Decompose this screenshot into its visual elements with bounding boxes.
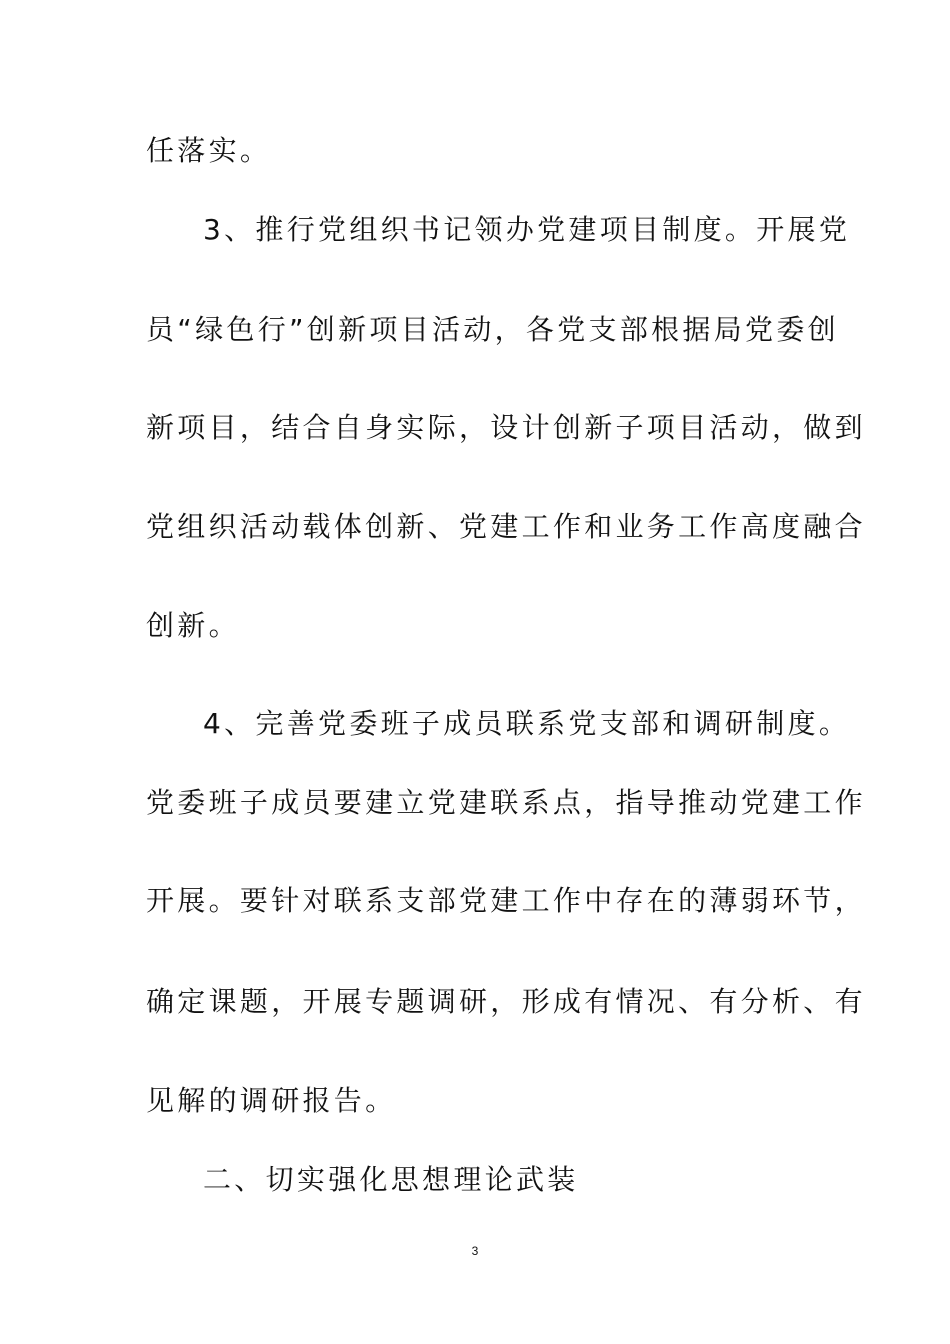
- text-line-2: 3、推行党组织书记领办党建项目制度。开展党: [203, 213, 851, 246]
- page-number: 3: [471, 1244, 479, 1258]
- text-line-6: 创新。: [146, 609, 240, 642]
- text-line-5: 党组织活动载体创新、党建工作和业务工作高度融合: [146, 510, 866, 543]
- text-line-4: 新项目，结合自身实际，设计创新子项目活动，做到: [146, 411, 866, 444]
- text-line-1: 任落实。: [146, 134, 272, 167]
- text-line-9: 开展。要针对联系支部党建工作中存在的薄弱环节，: [146, 884, 866, 917]
- text-line-7: 4、完善党委班子成员联系党支部和调研制度。: [203, 707, 851, 740]
- text-line-3: 员“绿色行”创新项目活动，各党支部根据局党委创: [146, 313, 839, 346]
- text-line-8: 党委班子成员要建立党建联系点，指导推动党建工作: [146, 786, 866, 819]
- text-line-10: 确定课题，开展专题调研，形成有情况、有分析、有: [146, 985, 866, 1018]
- text-line-11: 见解的调研报告。: [146, 1084, 397, 1117]
- section-heading: 二、切实强化思想理论武装: [203, 1163, 579, 1196]
